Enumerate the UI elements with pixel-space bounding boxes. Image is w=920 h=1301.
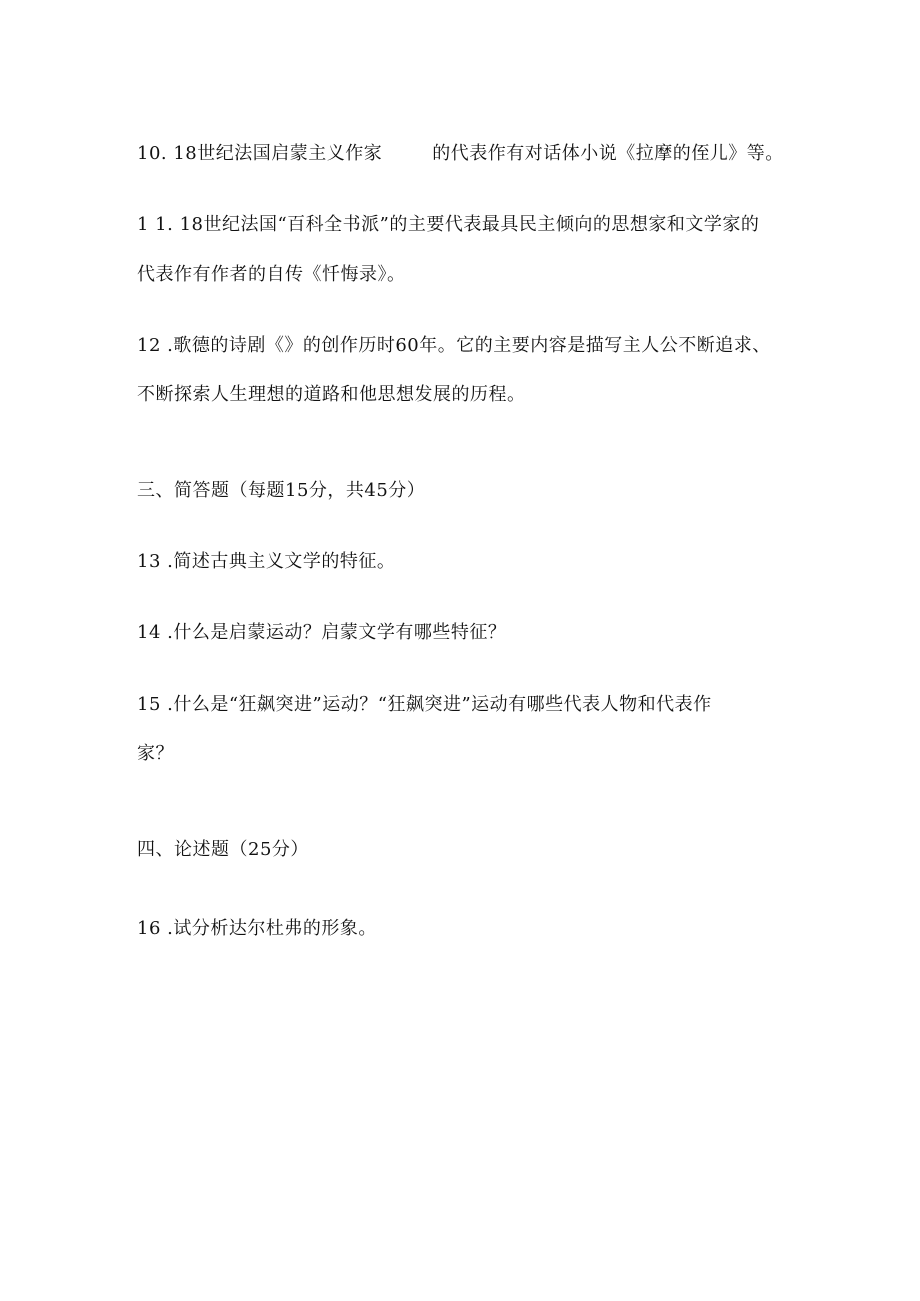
section-4-heading: 四、论述题（25分） — [137, 839, 309, 860]
question-10-text-after-blank: 的代表作有对话体小说《拉摩的侄儿》等。 — [432, 143, 784, 164]
question-11-line-1: 1 1. 18世纪法国“百科全书派”的主要代表最具民主倾向的思想家和文学家的 — [137, 214, 760, 235]
question-14: 14 .什么是启蒙运动？启蒙文学有哪些特征？ — [137, 622, 507, 643]
question-13: 13 .简述古典主义文学的特征。 — [137, 551, 396, 572]
question-15-line-1: 15 .什么是“狂飙突进”运动？“狂飙突进”运动有哪些代表人物和代表作 — [137, 694, 712, 715]
section-3-heading: 三、简答题（每题15分，共45分） — [137, 480, 426, 501]
question-12-line-2: 不断探索人生理想的道路和他思想发展的历程。 — [137, 384, 526, 405]
question-15-line-2: 家？ — [137, 743, 174, 764]
question-10-text-before-blank: 10. 18世纪法国启蒙主义作家 — [137, 143, 383, 164]
question-12-line-1: 12 .歌德的诗剧《》的创作历时60年。它的主要内容是描写主人公不断追求、 — [137, 335, 771, 356]
question-10 — [137, 142, 784, 166]
question-11-line-2: 代表作有作者的自传《忏悔录》。 — [137, 264, 406, 285]
question-16: 16 .试分析达尔杜弗的形象。 — [137, 918, 377, 939]
